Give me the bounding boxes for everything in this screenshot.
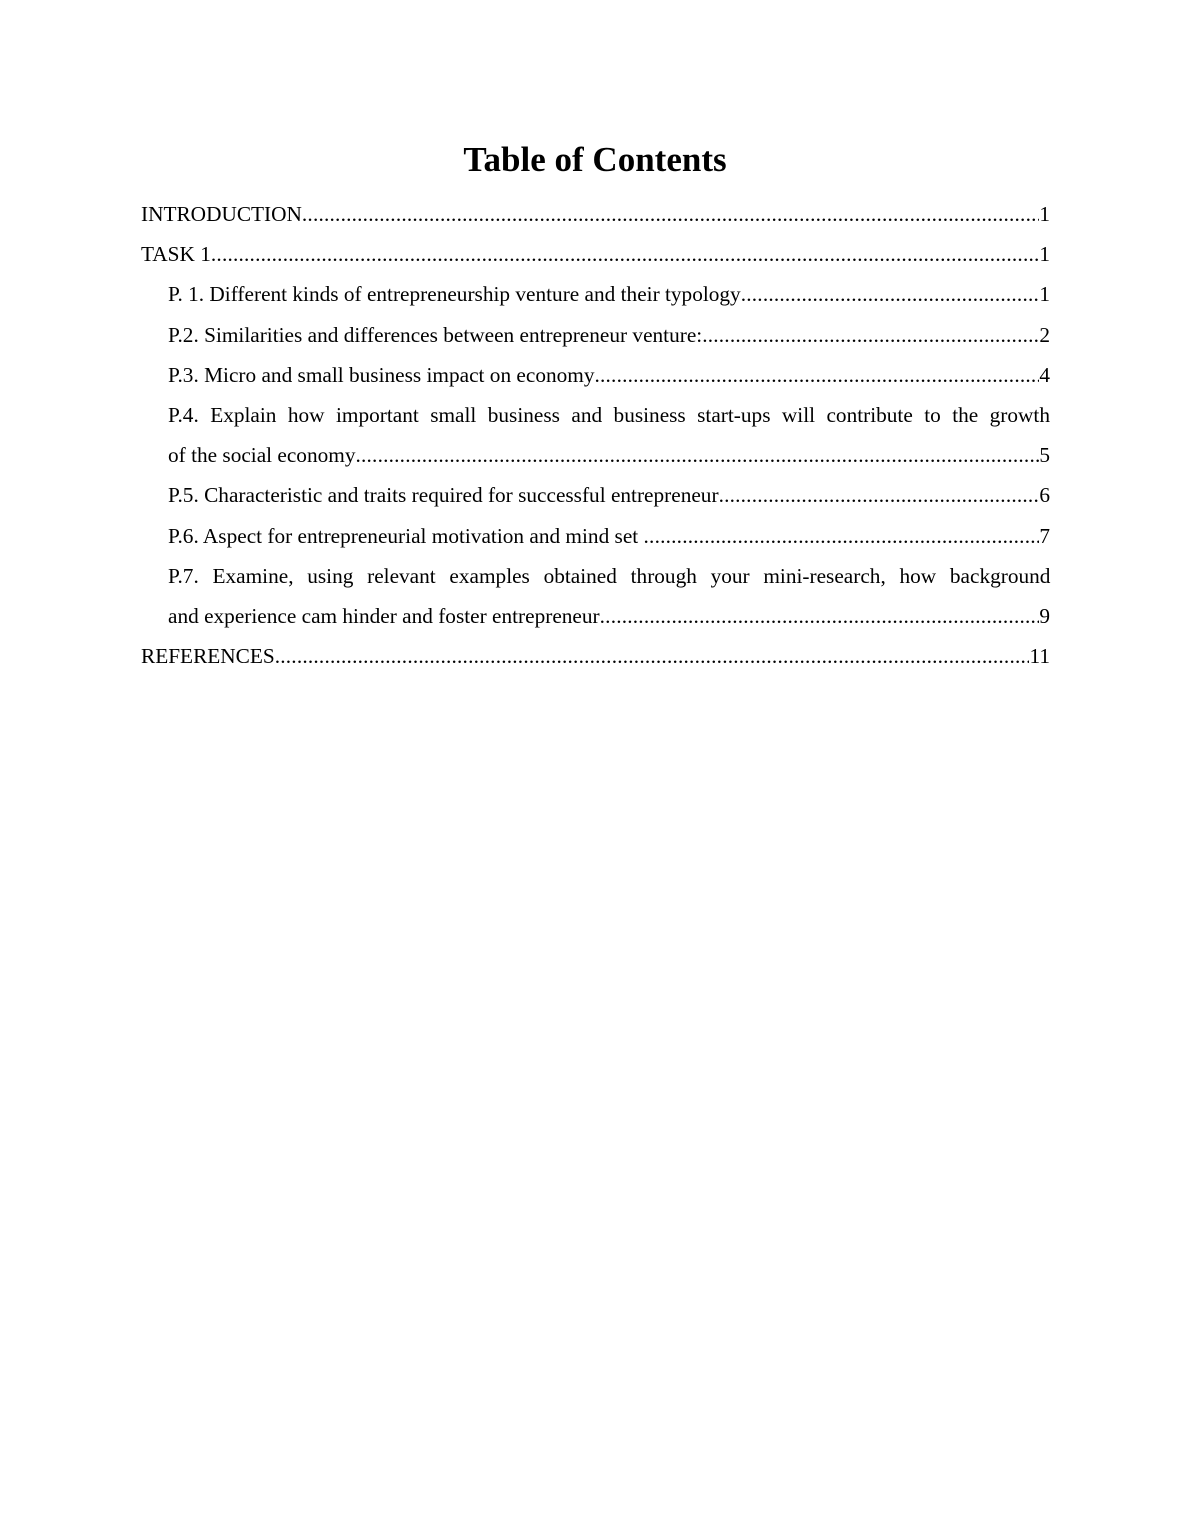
toc-list: [141, 194, 1050, 676]
toc-entry-label: P.6. Aspect for entrepreneurial motivation and mind set: [168, 523, 644, 548]
toc-entry-p7[interactable]: [141, 556, 1050, 636]
toc-entry-label: P.3. Micro and small business impact on economy: [168, 362, 595, 387]
toc-entry-label: P.5. Characteristic and traits required for successful entrepreneur: [168, 483, 719, 508]
toc-entry-page-number: 2: [1039, 322, 1050, 347]
dot-leader: [741, 274, 1040, 314]
toc-entry-label: P.2. Similarities and differences between entrepreneur venture:: [168, 322, 703, 347]
dot-leader: [594, 355, 1039, 395]
toc-entry-page-number: 6: [1039, 483, 1050, 508]
dot-leader: [644, 516, 1040, 556]
toc-entry-label: INTRODUCTION: [141, 202, 302, 226]
toc-entry-page-number: 4: [1039, 362, 1050, 387]
toc-entry-p5[interactable]: [141, 475, 1050, 515]
dot-leader: [702, 315, 1039, 355]
toc-entry-p3[interactable]: [141, 355, 1050, 395]
toc-entry-label: TASK 1: [141, 242, 211, 267]
dot-leader: [600, 596, 1040, 636]
toc-entry-p1[interactable]: [141, 274, 1050, 314]
toc-entry-introduction[interactable]: [141, 194, 1050, 234]
toc-entry-p2[interactable]: [141, 315, 1050, 355]
toc-entry-p4[interactable]: [141, 395, 1050, 475]
dot-leader: [211, 234, 1039, 274]
toc-entry-page-number: 7: [1039, 523, 1050, 548]
dot-leader: [355, 435, 1039, 475]
toc-entry-page-number: 1: [1039, 282, 1050, 307]
toc-title: Table of Contents: [463, 140, 727, 179]
dot-leader: [719, 475, 1040, 515]
toc-entry-label: P. 1. Different kinds of entrepreneurship venture and their typology: [168, 282, 741, 307]
toc-entry-label: REFERENCES: [141, 644, 275, 669]
toc-entry-label-line-2: of the social economy: [168, 443, 356, 468]
toc-entry-label-line-1: P.7. Examine, using relevant examples obtained through your mini-research, how background: [168, 563, 1051, 588]
toc-entry-label-line-1: P.4. Explain how important small business and business start-ups will contribute to the growth: [168, 403, 1050, 428]
toc-entry-page-number: 11: [1029, 644, 1050, 669]
toc-entry-p6[interactable]: [141, 516, 1050, 556]
toc-entry-references[interactable]: [141, 636, 1050, 676]
toc-entry-page-number: 9: [1039, 604, 1050, 629]
dot-leader: [275, 636, 1030, 676]
toc-entry-page-number: 1: [1039, 242, 1050, 267]
toc-entry-page-number: 1: [1039, 202, 1050, 226]
dot-leader: [302, 194, 1039, 234]
toc-entry-page-number: 5: [1039, 443, 1050, 468]
toc-entry-label-line-2: and experience cam hinder and foster entrepreneur: [168, 604, 600, 629]
toc-entry-task-1[interactable]: [141, 234, 1050, 274]
